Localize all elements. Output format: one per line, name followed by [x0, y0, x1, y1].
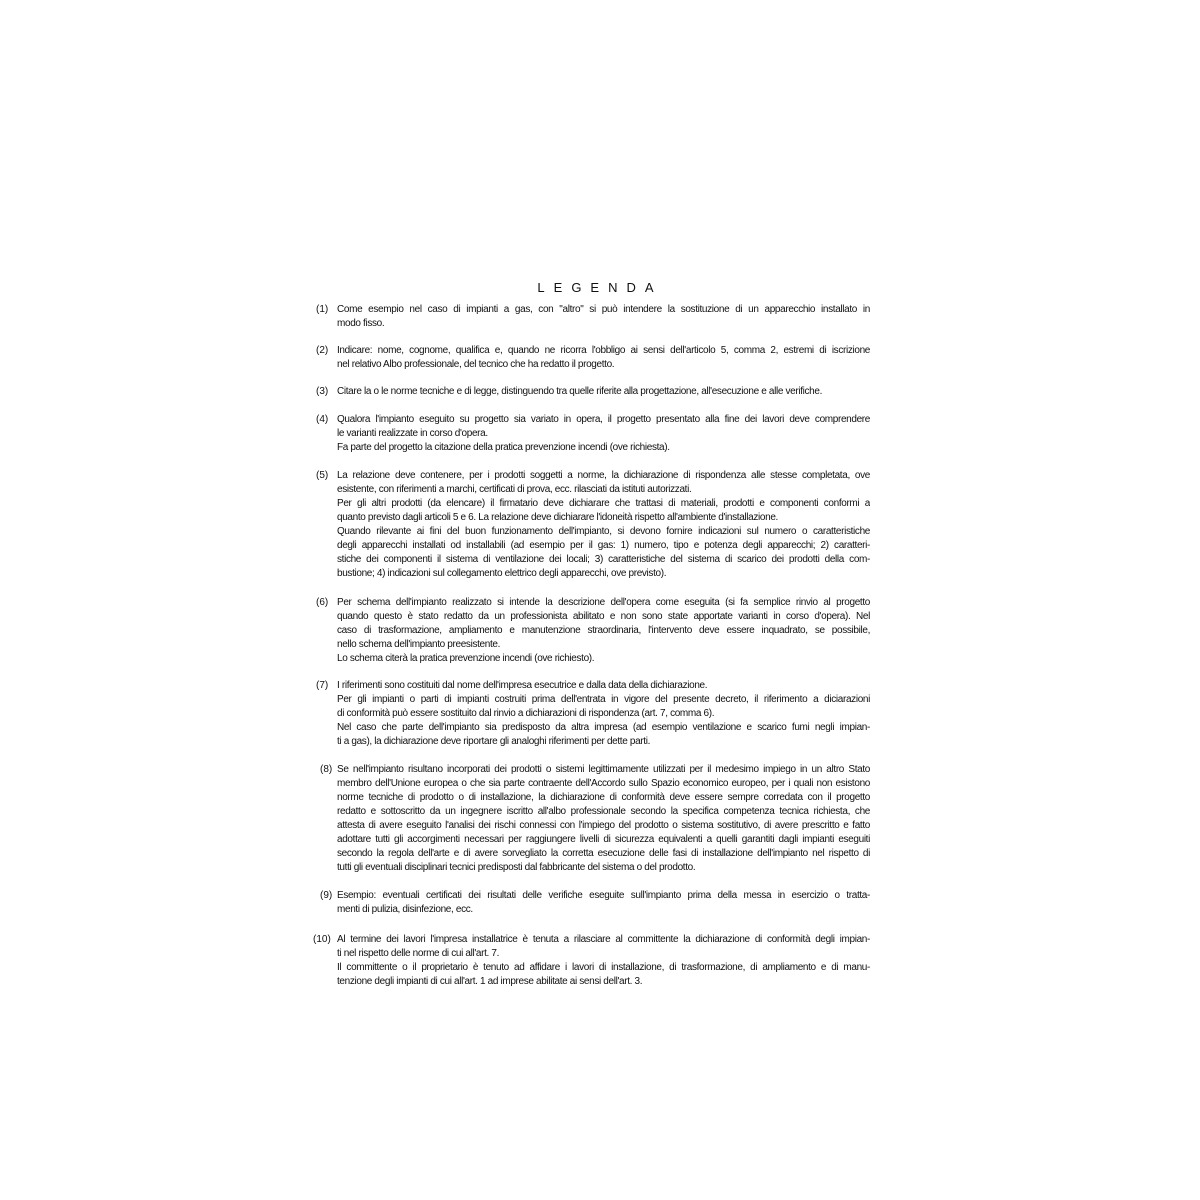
note-line: La relazione deve contenere, per i prodotti soggetti a norme, la dichiarazione di rispondenza alle stesse completata, ove: [337, 470, 870, 481]
note-line: secondo la regola dell'arte e di avere sorvegliato la corretta esecuzione delle fasi di installazione dell'impianto nel rispetto di: [337, 848, 870, 859]
note-line: Citare la o le norme tecniche e di legge, distinguendo tra quelle riferite alla progettazione, all'esecuzione e alle verifiche.: [337, 386, 822, 397]
note-line: Qualora l'impianto eseguito su progetto sia variato in opera, il progetto presentato alla fine dei lavori deve comprendere: [337, 414, 870, 425]
note-number: (5): [316, 470, 329, 481]
note-line: bustione; 4) indicazioni sul collegamento elettrico degli apparecchi, ove previsto).: [337, 568, 667, 579]
note-line: adottare tutti gli accorgimenti necessari per raggiungere livelli di sicurezza equivalenti a quelli garantiti dagli impianti eseguiti: [337, 834, 870, 845]
note-line: membro dell'Unione europea o che sia parte contraente dell'Accordo sullo Spazio economico europeo, per i quali non esistono: [337, 778, 870, 789]
note-text: [337, 385, 870, 399]
note-line: redatto e sottoscritto da un ingegnere iscritto all'albo professionale secondo la specifica competenza tecnica richiesta, che: [337, 806, 870, 817]
note-text: [337, 469, 870, 581]
note-line: stiche dei componenti il sistema di ventilazione dei locali; 3) caratteristiche del sistema di scarico dei prodotti della com-: [337, 554, 870, 565]
note-line: Esempio: eventuali certificati dei risultati delle verifiche eseguite sull'impianto prima della messa in esercizio o tratta-: [337, 890, 870, 901]
note-line: le varianti realizzate in corso d'opera.: [337, 428, 488, 439]
note-line: esistente, con riferimenti a marchi, certificati di prova, ecc. rilasciati da istituti autorizzati.: [337, 484, 692, 495]
note-text: [337, 413, 870, 455]
note-line: Al termine dei lavori l'impresa installatrice è tenuta a rilasciare al committente la dichiarazione di conformità degli impian-: [337, 934, 870, 945]
note-line: Per gli altri prodotti (da elencare) il firmatario deve dichiarare che trattasi di materiali, prodotti e componenti conformi a: [337, 498, 870, 509]
note-line: Per gli impianti o parti di impianti costruiti prima dell'entrata in vigore del presente decreto, il riferimento a diciarazioni: [337, 694, 870, 705]
note-line: Fa parte del progetto la citazione della pratica prevenzione incendi (ove richiesta).: [337, 442, 670, 453]
note-line: Indicare: nome, cognome, qualifica e, quando ne ricorra l'obbligo ai sensi dell'articolo 5, comma 2, estremi di iscrizione: [337, 345, 870, 356]
note-line: degli apparecchi installati od installabili (ad esempio per il gas: 1) numero, tipo e potenza degli apparecchi; 2) caratteri-: [337, 540, 870, 551]
note-line: ti a gas), la dichiarazione deve riportare gli analoghi riferimenti per dette parti.: [337, 736, 651, 747]
note-line: Lo schema citerà la pratica prevenzione incendi (ove richiesto).: [337, 653, 595, 664]
note-line: I riferimenti sono costituiti dal nome dell'impresa esecutrice e dalla data della dichiarazione.: [337, 680, 708, 691]
note-number: (2): [316, 345, 329, 356]
legend-title: LEGENDA: [537, 279, 663, 295]
note-line: caso di trasformazione, ampliamento e manutenzione straordinaria, l'intervento deve essere inquadrato, se possibile,: [337, 625, 870, 636]
note-number: (9): [320, 890, 333, 901]
note-number: (10): [313, 934, 331, 945]
note-line: ti nel rispetto delle norme di cui all'art. 7.: [337, 948, 500, 959]
note-line: modo fisso.: [337, 318, 385, 329]
note-line: quanto previsto dagli articoli 5 e 6. La relazione deve dichiarare l'idoneità rispetto all'ambiente d'installazione.: [337, 512, 778, 523]
note-number: (6): [316, 597, 329, 608]
note-number: (1): [316, 304, 329, 315]
note-line: Come esempio nel caso di impianti a gas, con "altro" si può intendere la sostituzione di un apparecchio installato in: [337, 304, 870, 315]
note-text: [337, 889, 870, 917]
note-text: [337, 344, 870, 372]
note-text: [337, 763, 870, 875]
note-line: attesta di avere eseguito l'analisi dei rischi connessi con l'impiego del prodotto o sistema sostitutivo, di avere prescritto e fatto: [337, 820, 870, 831]
note-line: Nel caso che parte dell'impianto sia predisposto da altra impresa (ad esempio ventilazione e scarico fumi negli impian-: [337, 722, 870, 733]
note-line: di conformità può essere sostituito dal rinvio a dichiarazioni di rispondenza (art. 7, comma 6).: [337, 708, 715, 719]
note-line: Quando rilevante ai fini del buon funzionamento dell'impianto, si devono fornire indicazioni sul numero o caratteristiche: [337, 526, 870, 537]
note-text: [337, 303, 870, 331]
note-line: quando questo è stato redatto da un professionista abilitato e non sono state apportate varianti in corso d'opera). Nel: [337, 611, 870, 622]
note-line: tutti gli eventuali disciplinari tecnici predisposti dal fabbricante del sistema o del prodotto.: [337, 862, 696, 873]
note-line: Se nell'impianto risultano incorporati dei prodotti o sistemi legittimamente utilizzati per il medesimo impiego in un altro Stato: [337, 764, 870, 775]
note-line: menti di pulizia, disinfezione, ecc.: [337, 904, 473, 915]
note-text: [337, 596, 870, 666]
note-line: nel relativo Albo professionale, del tecnico che ha redatto il progetto.: [337, 359, 615, 370]
note-line: Per schema dell'impianto realizzato si intende la descrizione dell'opera come eseguita (si fa semplice rinvio al progetto: [337, 597, 870, 608]
note-line: tenzione degli impianti di cui all'art. 1 ad imprese abilitate ai sensi dell'art. 3.: [337, 976, 643, 987]
note-text: [337, 679, 870, 749]
note-text: [337, 933, 870, 989]
note-number: (4): [316, 414, 329, 425]
note-line: nello schema dell'impianto preesistente.: [337, 639, 501, 650]
note-line: Il committente o il proprietario è tenuto ad affidare i lavori di installazione, di trasformazione, di ampliamento e di manu-: [337, 962, 870, 973]
note-number: (8): [320, 764, 333, 775]
note-number: (7): [316, 680, 329, 691]
note-number: (3): [316, 386, 329, 397]
note-line: norme tecniche di prodotto o di installazione, la dichiarazione di conformità deve essere sempre corredata con il progetto: [337, 792, 870, 803]
